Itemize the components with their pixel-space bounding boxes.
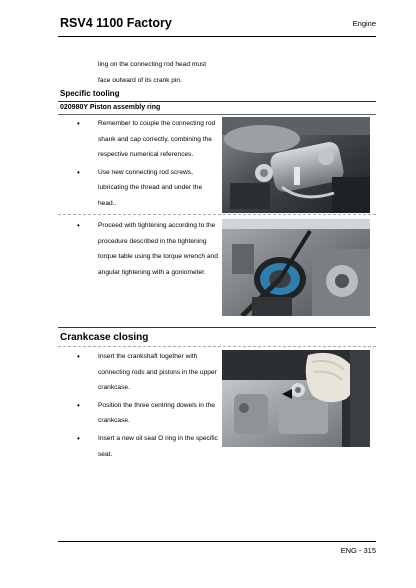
step-list: [77, 116, 222, 214]
step-list: [77, 349, 222, 464]
connecting-rod-photo: [222, 117, 370, 213]
tooling-divider: [58, 114, 376, 115]
tooling-divider: [58, 101, 376, 102]
section-label: Engine: [352, 19, 376, 28]
footer-divider: [58, 541, 376, 542]
crankcase-photo: [222, 350, 370, 447]
page-number: ENG - 315: [340, 546, 376, 555]
step-item: • Proceed with tightening according to the procedure described in the tightening torque table using the torque wrench and angular tightening with a goniometer.: [77, 218, 222, 280]
section-divider: [58, 327, 376, 328]
header-divider: [58, 36, 376, 37]
step-item: • Use new connecting rod screws, lubricating the thread and under the head..: [77, 165, 222, 212]
section-heading: Crankcase closing: [60, 332, 149, 343]
step-item: • Insert the crankshaft together with connecting rods and pistons in the upper crankcase.: [77, 349, 222, 396]
step-list: [77, 218, 222, 282]
torque-wrench-photo: [222, 219, 370, 316]
intro-paragraph: ling on the connecting rod head must face outward of its crank pin.: [98, 61, 207, 84]
step-item: • Insert a new oil seal O ring in the specific seat.: [77, 431, 222, 462]
tooling-item: 020980Y Piston assembly ring: [60, 104, 161, 111]
step-divider: [58, 214, 376, 215]
step-item: • Remember to couple the connecting rod shank and cap correctly, combining the respective numerical references.: [77, 116, 222, 163]
step-item: • Position the three centring dowels in the crankcase.: [77, 398, 222, 429]
section-subdivider: [58, 346, 376, 347]
document-title: RSV4 1100 Factory: [60, 16, 172, 30]
tooling-heading: Specific tooling: [60, 89, 120, 98]
